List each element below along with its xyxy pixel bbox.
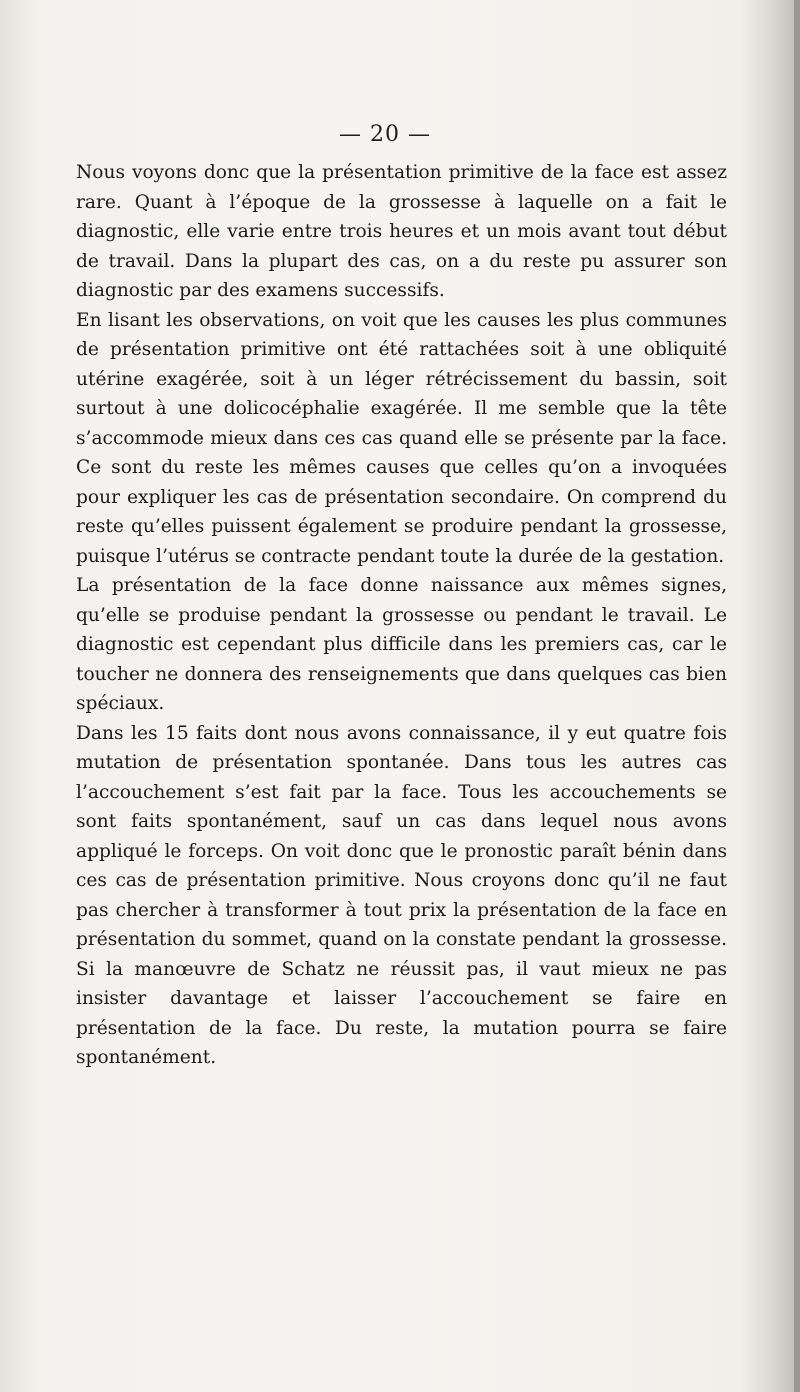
paragraph: Nous voyons donc que la présentation primitive de la face est assez rare. Quant à l’époque de la grossesse à laquelle on a fait le diagnostic, elle varie entre trois heures et un mois avant tout début de travail. Dans la plupart des cas, on a du reste pu assurer son diagnostic par des examens successifs.: [76, 162, 727, 301]
page-edge: [794, 0, 800, 1392]
paragraph: La présentation de la face donne naissance aux mêmes signes, qu’elle se produise pendant la grossesse ou pendant le travail. Le diagnostic est cependant plus difficile dans les premiers cas, car le toucher ne donnera des renseignements que dans quelques cas bien spéciaux.: [76, 575, 727, 714]
paragraph: Dans les 15 faits dont nous avons connaissance, il y eut quatre fois mutation de présentation spontanée. Dans tous les autres cas l’accouchement s’est fait par la face. Tous les accouchements se sont faits spontanément, sauf un cas dans lequel nous avons appliqué le forceps. On voit donc que le pronostic paraît bénin dans ces cas de présentation primitive. Nous croyons donc qu’il ne faut pas chercher à transformer à tout prix la présentation de la face en présentation du sommet, quand on la constate pendant la grossesse. Si la manœuvre de Schatz ne réussit pas, il vaut mieux ne pas insister davantage et laisser l’accouchement se faire en présentation de la face. Du reste, la mutation pourra se faire spontanément.: [76, 722, 727, 1068]
body-text: [76, 158, 727, 1073]
page-number: — 20 —: [339, 122, 431, 147]
paragraph: En lisant les observations, on voit que les causes les plus communes de présentation primitive ont été rattachées soit à une obliquité utérine exagérée, soit à un léger rétrécissement du bassin, soit surtout à une dolicocéphalie exagérée. Il me semble que la tête s’accommode mieux dans ces cas quand elle se présente par la face. Ce sont du reste les mêmes causes que celles qu’on a invoquées pour expliquer les cas de présentation secondaire. On comprend du reste qu’elles puissent également se produire pendant la grossesse, puisque l’utérus se contracte pendant toute la durée de la gestation.: [76, 309, 727, 567]
